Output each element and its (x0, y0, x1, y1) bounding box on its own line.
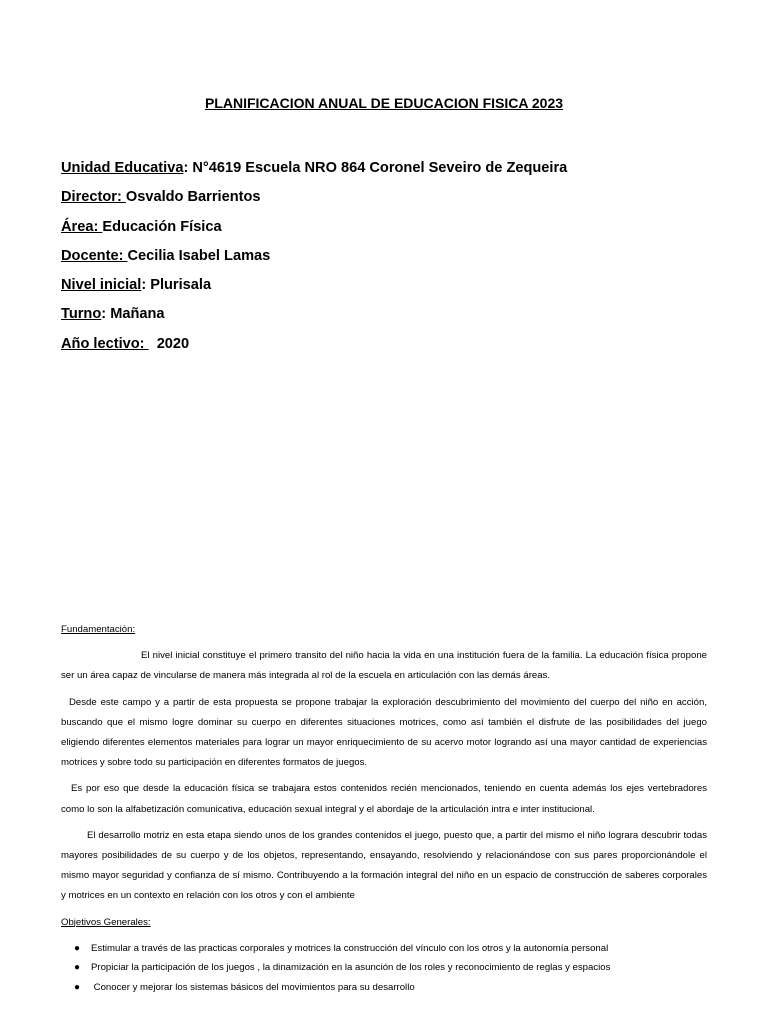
paragraph-3: Es por eso que desde la educación física se trabajara estos contenidos recién mencionados, teniendo en cuenta además los ejes vertebradores como lo son la alfabetización comunicativa, educación sexual integral y el abordaje de la articulación intra e inter institucional. (61, 783, 707, 815)
info-sep: : (183, 160, 193, 176)
objetivo-text: Conocer y mejorar los sistemas básicos del movimientos para su desarrollo (91, 981, 415, 993)
objetivos-heading: Objetivos Generales: (61, 916, 151, 928)
paragraph-4: El desarrollo motriz en esta etapa siendo unos de los grandes contenidos el juego, puesto que, a partir del mismo el niño lograra descubrir todas mayores posibilidades de su cuerpo y de los objetos, representando, ensayando, resolviendo y relacionándose con sus pares proporcionándole el mismo mayor seguridad y confianza de sí mismo. Contribuyendo a la formación integral del niño en un espacio de construcción de saberes corporales y motrices en un contexto en relación con los otros y con el ambiente (61, 829, 707, 902)
objetivo-text: Estimular a través de las practicas corporales y motrices la construcción del vínculo con los otros y la autonomía personal (91, 942, 609, 954)
info-label: Año lectivo: (61, 335, 149, 352)
info-row-director (61, 183, 721, 212)
info-label: Turno (61, 306, 102, 323)
info-row-unidad (61, 154, 721, 183)
info-label: Director: (61, 189, 126, 206)
info-label: Área: (61, 218, 103, 235)
info-label: Nivel inicial (61, 277, 142, 294)
fundamentacion-heading: Fundamentación: (61, 624, 136, 635)
bullet-icon: ● (74, 942, 81, 954)
info-value: 2020 (156, 335, 190, 352)
info-row-nivel (61, 271, 721, 300)
info-row-anio (61, 330, 721, 359)
list-item (74, 958, 707, 978)
info-label: Unidad Educativa (61, 160, 184, 176)
paragraph-1: El nivel inicial constituye el primero transito del niño hacia la vida en una institución fuera de la familia. La educación física propone ser un área capaz de vincularse de manera más integrada al rol de la escuela en articulación con las demás áreas. (61, 650, 707, 682)
info-sep: : (101, 306, 111, 323)
info-value: Mañana (110, 306, 165, 323)
list-item (74, 939, 707, 959)
document-body (61, 620, 707, 997)
bullet-icon: ● (74, 981, 81, 993)
list-item (74, 978, 707, 998)
info-value: Plurisala (150, 277, 212, 294)
info-row-docente (61, 242, 721, 271)
paragraph-2: Desde este campo y a partir de esta propuesta se propone trabajar la exploración descubrimiento del movimiento del cuerpo del niño en acción, buscando que el mismo logre dominar su cuerpo en diferentes situaciones motrices, como así también el disfrute de las posibilidades del juego eligiendo diferentes elementos materiales para lograr un mayor enriquecimiento de su acervo motor logrando así una mayor cantidad de experiencias motrices y sobre todo su participación en diferentes formatos de juegos. (61, 696, 707, 769)
info-sep: : (141, 277, 151, 294)
info-value: N°4619 Escuela NRO 864 Coronel Seveiro de Zequeira (192, 160, 568, 176)
info-value: Osvaldo Barrientos (125, 189, 261, 206)
objetivos-list (61, 939, 707, 998)
bullet-icon: ● (74, 962, 81, 974)
info-label: Docente: (61, 247, 128, 264)
objetivo-text: Propiciar la participación de los juegos , la dinamización en la asunción de los roles y reconocimiento de reglas y espacios (91, 962, 611, 974)
info-value: Cecilia Isabel Lamas (127, 247, 271, 264)
info-value: Educación Física (102, 218, 222, 235)
info-sep (149, 336, 157, 352)
info-row-turno (61, 300, 721, 329)
document-title: PLANIFICACION ANUAL DE EDUCACION FISICA 2023 (204, 95, 564, 111)
info-row-area (61, 213, 721, 242)
school-info-block (61, 154, 721, 359)
